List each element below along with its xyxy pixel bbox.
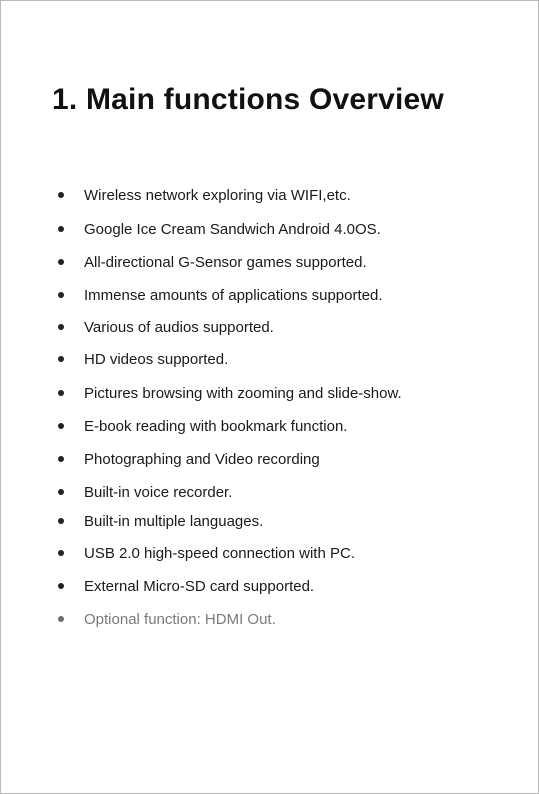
list-item-text: HD videos supported.	[84, 351, 229, 368]
list-item	[58, 254, 367, 272]
list-item	[58, 187, 351, 205]
bullet-icon	[58, 226, 64, 232]
list-item	[58, 287, 383, 305]
list-item-optional	[58, 611, 276, 629]
list-item	[58, 513, 263, 531]
bullet-icon	[58, 550, 64, 556]
list-item-text: All-directional G-Sensor games supported.	[84, 254, 367, 271]
list-item-text: Immense amounts of applications supported.	[84, 287, 383, 304]
list-item	[58, 351, 228, 369]
bullet-icon	[58, 456, 64, 462]
list-item-text: Optional function: HDMI Out.	[84, 611, 276, 628]
bullet-icon	[58, 259, 64, 265]
list-item	[58, 545, 355, 563]
list-item-text: Built-in voice recorder.	[84, 484, 233, 501]
bullet-icon	[58, 616, 64, 622]
page-title: 1. Main functions Overview	[52, 83, 444, 116]
list-item	[58, 451, 320, 469]
list-item-text: Wireless network exploring via WIFI,etc.	[84, 187, 351, 204]
list-item	[58, 221, 381, 239]
list-item-text: USB 2.0 high-speed connection with PC.	[84, 545, 355, 562]
bullet-icon	[58, 583, 64, 589]
list-item	[58, 319, 274, 337]
list-item-text: Photographing and Video recording	[84, 451, 320, 468]
list-item	[58, 385, 402, 403]
list-item-text: Google Ice Cream Sandwich Android 4.0OS.	[84, 221, 381, 238]
bullet-icon	[58, 292, 64, 298]
list-item	[58, 418, 347, 436]
bullet-icon	[58, 390, 64, 396]
list-item-text: Various of audios supported.	[84, 319, 274, 336]
bullet-icon	[58, 192, 64, 198]
list-item-text: External Micro-SD card supported.	[84, 578, 315, 595]
list-item-text: Built-in multiple languages.	[84, 513, 264, 530]
bullet-icon	[58, 518, 64, 524]
bullet-icon	[58, 356, 64, 362]
list-item-text: Pictures browsing with zooming and slide-show.	[84, 385, 402, 402]
bullet-icon	[58, 423, 64, 429]
bullet-icon	[58, 324, 64, 330]
bullet-icon	[58, 489, 64, 495]
list-item	[58, 484, 232, 502]
list-item	[58, 578, 314, 596]
list-item-text: E-book reading with bookmark function.	[84, 418, 348, 435]
